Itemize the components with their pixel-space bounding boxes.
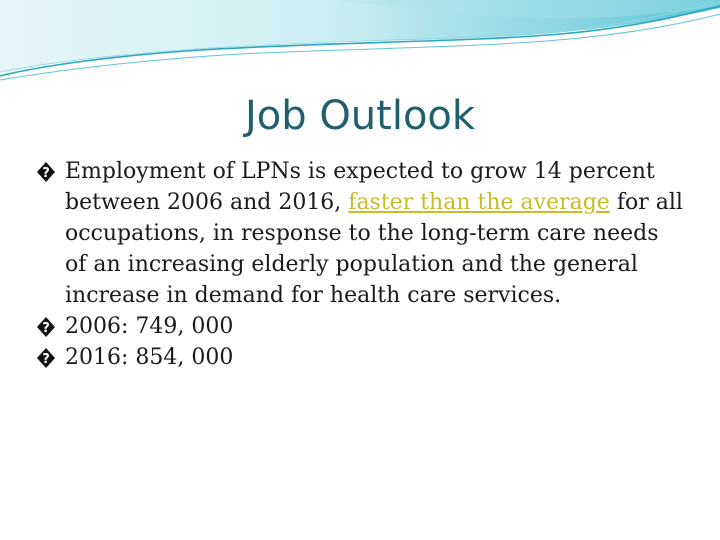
bullet-list: [36, 156, 686, 373]
svg-text:?: ?: [42, 321, 50, 336]
svg-text:?: ?: [42, 166, 50, 181]
slide-title: Job Outlook: [244, 93, 476, 139]
bullet-text: Employment of LPNs is expected to grow 14 percent between 2006 and 2016,: [65, 159, 655, 215]
bullet-item: [36, 311, 686, 342]
header-wave-decoration: [0, 0, 720, 95]
bullet-text: 2006: 749, 000: [65, 314, 234, 339]
bullet-text: 2016: 854, 000: [65, 345, 234, 370]
replacement-character-icon: [36, 347, 56, 369]
bullet-item: [36, 342, 686, 373]
bullet-text: for all occupations, in response to the long-term care needs of an increasing elderly population and the general increase in demand for health care services.: [65, 190, 683, 308]
svg-text:?: ?: [42, 352, 50, 367]
bullet-item: [36, 156, 686, 311]
average-link[interactable]: faster than the average: [348, 190, 610, 215]
replacement-character-icon: [36, 316, 56, 338]
replacement-character-icon: [36, 161, 56, 183]
